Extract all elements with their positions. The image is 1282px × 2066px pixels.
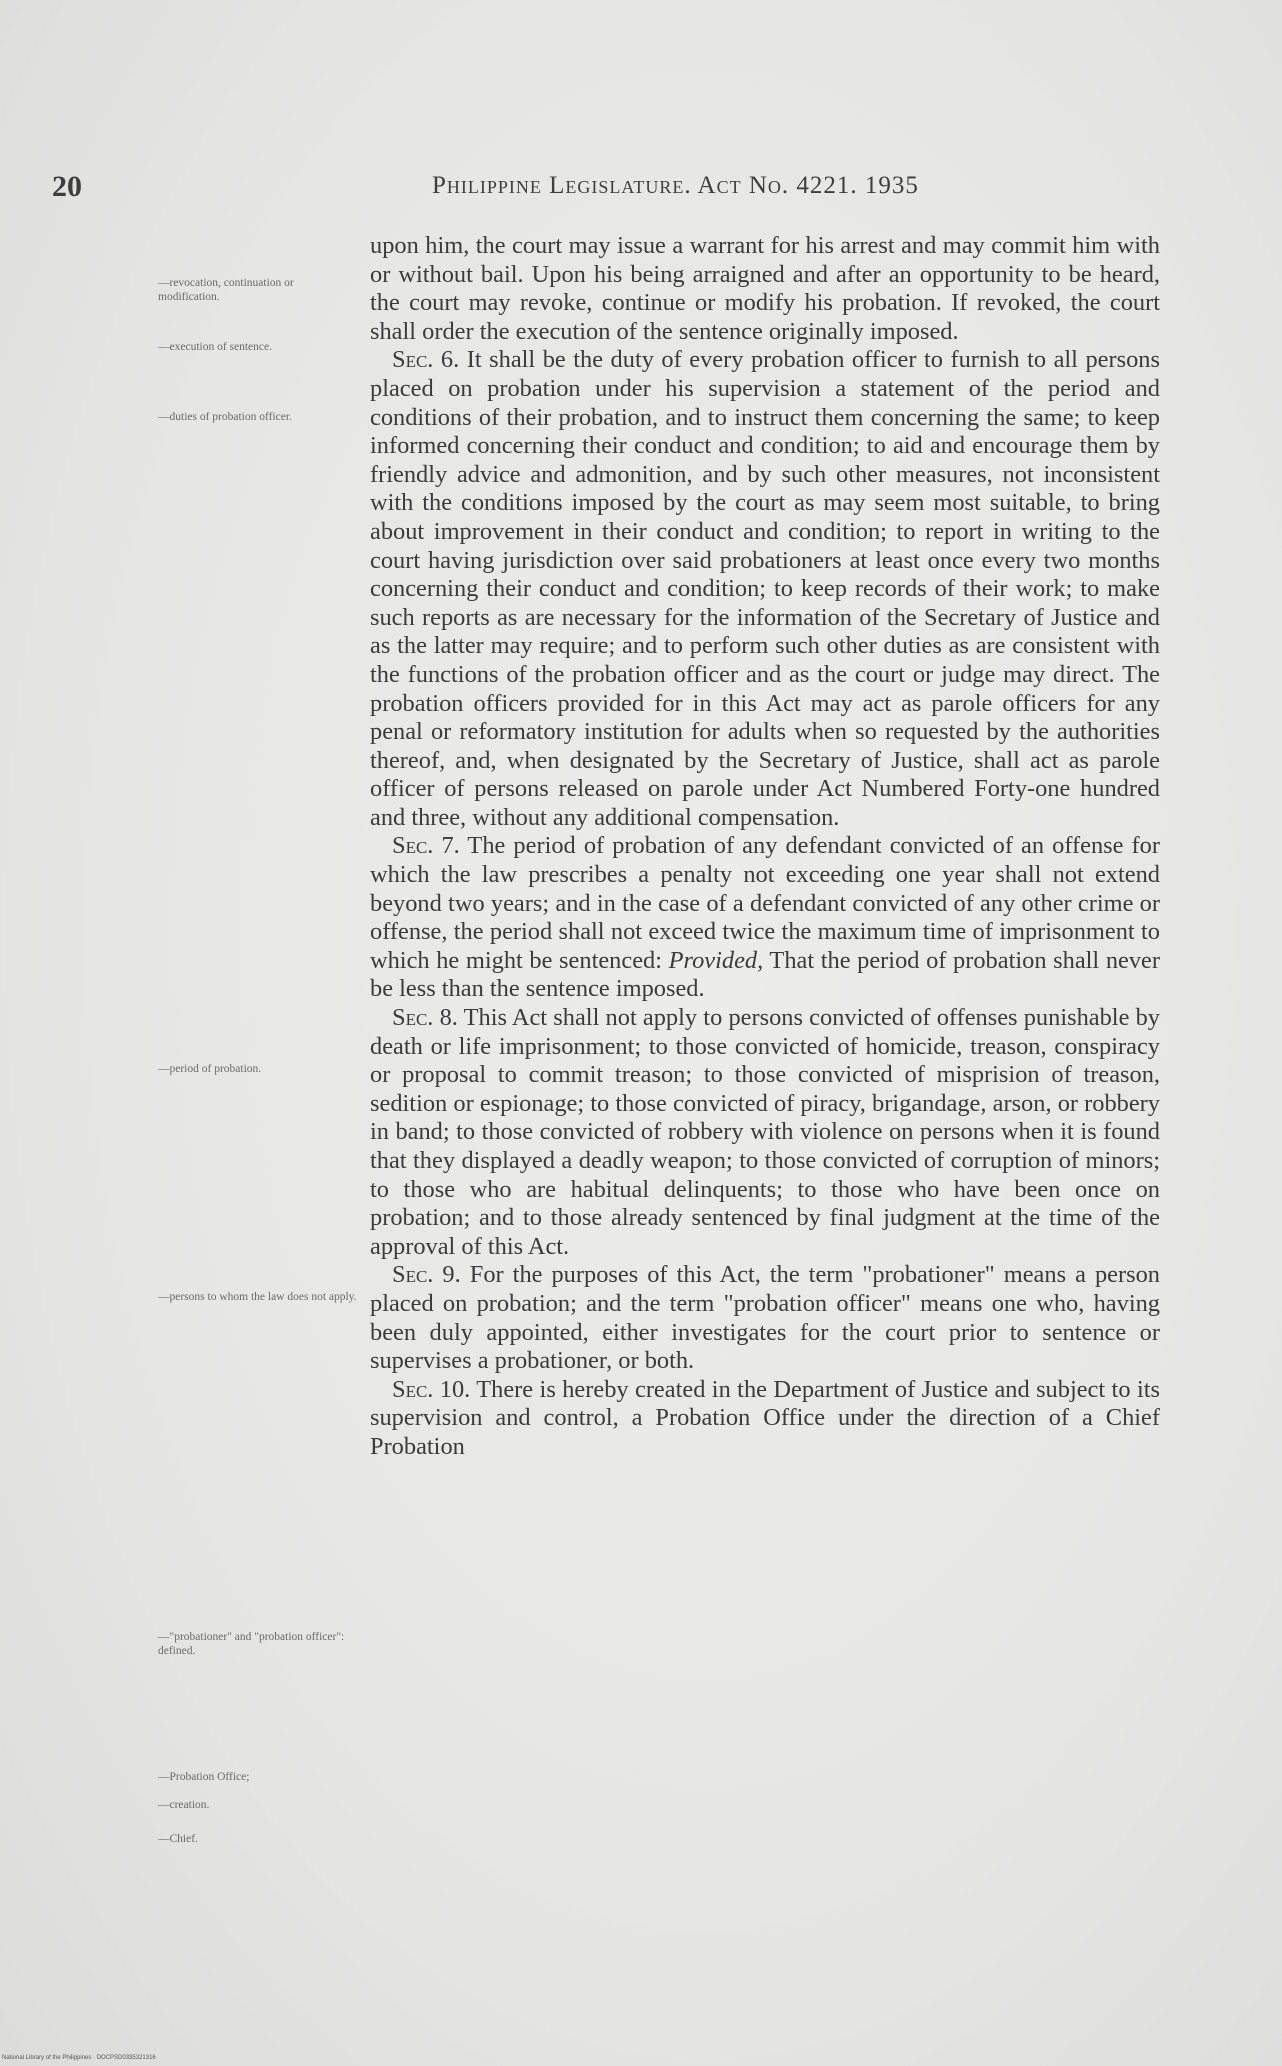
- scan-footer: National Library of the Philippines · DOCPSD0335321316: [2, 2055, 156, 2061]
- section-text: For the purposes of this Act, the term "probationer" means a person placed on probation; and the term "probation officer" means one who, having been duly appointed, either investigates for the court prior to sentence or supervises a probationer, or both.: [370, 1261, 1160, 1375]
- section-10: [370, 1376, 1160, 1462]
- margin-note-definitions: —"probationer" and "probation officer": defined.: [158, 1631, 345, 1657]
- section-number: Sec. 7.: [392, 832, 460, 860]
- section-text: The period of probation of any defendant convicted of an offense for which the law prescribes a penalty not exceeding one year shall not extend beyond two years; and in the case of a defendant convicted of any other crime or offense, the period shall not exceed twice the maximum time of imprisonment to which he might be sentenced:: [370, 832, 1160, 974]
- section-text: It shall be the duty of every probation officer to furnish to all persons placed on probation under his supervision a statement of the period and conditions of their probation, and to instruct them concerning the same; to keep informed concerning their conduct and condition; to aid and encourage them by friendly advice and admonition, and by such other measures, not inconsistent with the conditions imposed by the court as may seem most suitable, to bring about improvement in their conduct and condition; to report in writing to the court having jurisdiction over said probationers at least once every two months concerning their conduct and condition; to keep records of their work; to make such reports as are necessary for the information of the Secretary of Justice and as the latter may require; and to perform such other duties as are consistent with the functions of the probation officer and as the court or judge may direct. The probation officers provided for in this Act may act as parole officers for any penal or reformatory institution for adults when so requested by the authorities thereof, and, when designated by the Secretary of Justice, shall act as parole officer of persons released on parole under Act Numbered Forty-one hundred and three, without any additional compensation.: [370, 346, 1160, 831]
- section-7: [370, 832, 1160, 1004]
- margin-note-period: —period of probation.: [158, 1063, 262, 1075]
- section-text-tail: That the period of probation shall never be less than the sentence imposed.: [370, 946, 1160, 1003]
- section-number: Sec. 6.: [392, 346, 460, 374]
- section-8: [370, 1004, 1160, 1261]
- margin-note-probation-office: —Probation Office;: [158, 1771, 250, 1783]
- paragraph-continuation: [370, 232, 1160, 346]
- margin-note-creation: —creation.: [158, 1799, 210, 1811]
- section-6: [370, 346, 1160, 832]
- section-number: Sec. 9.: [392, 1261, 461, 1289]
- margin-note-duties: —duties of probation officer.: [158, 411, 292, 423]
- margin-note-chief: —Chief.: [158, 1833, 198, 1845]
- section-number: Sec. 8.: [392, 1004, 458, 1032]
- running-head: Philippine Legislature. Act No. 4221. 1935: [432, 172, 919, 199]
- body-text: [370, 232, 1160, 1462]
- margin-note-revocation: —revocation, continuation or modification.: [158, 277, 294, 303]
- section-number: Sec. 10.: [392, 1375, 471, 1403]
- section-text: This Act shall not apply to persons convicted of offenses punishable by death or life imprisonment; to those convicted of homicide, treason, conspiracy or proposal to commit treason; to those convicted of misprision of treason, sedition or espionage; to those convicted of piracy, brigandage, arson, or robbery in band; to those convicted of robbery with violence on persons when it is found that they displayed a deadly weapon; to those convicted of corruption of minors; to those who are habitual delinquents; to those who have been once on probation; and to those already sentenced by final judgment at the time of the approval of this Act.: [370, 1004, 1160, 1260]
- page-header: [52, 170, 1102, 210]
- section-text: There is hereby created in the Department of Justice and subject to its supervision and control, a Probation Office under the direction of a Chief Probation: [370, 1375, 1160, 1460]
- section-9: [370, 1261, 1160, 1375]
- paragraph-text: upon him, the court may issue a warrant for his arrest and may commit him with or without bail. Upon his being arraigned and after an opportunity to be heard, the court may revoke, continue or modify his probation. If revoked, the court shall order the execution of the sentence originally imposed.: [370, 232, 1160, 345]
- proviso-label: Provided,: [668, 946, 764, 974]
- margin-note-persons: —persons to whom the law does not apply.: [158, 1291, 357, 1303]
- margin-note-execution: —execution of sentence.: [158, 341, 272, 353]
- page-number: 20: [52, 170, 82, 203]
